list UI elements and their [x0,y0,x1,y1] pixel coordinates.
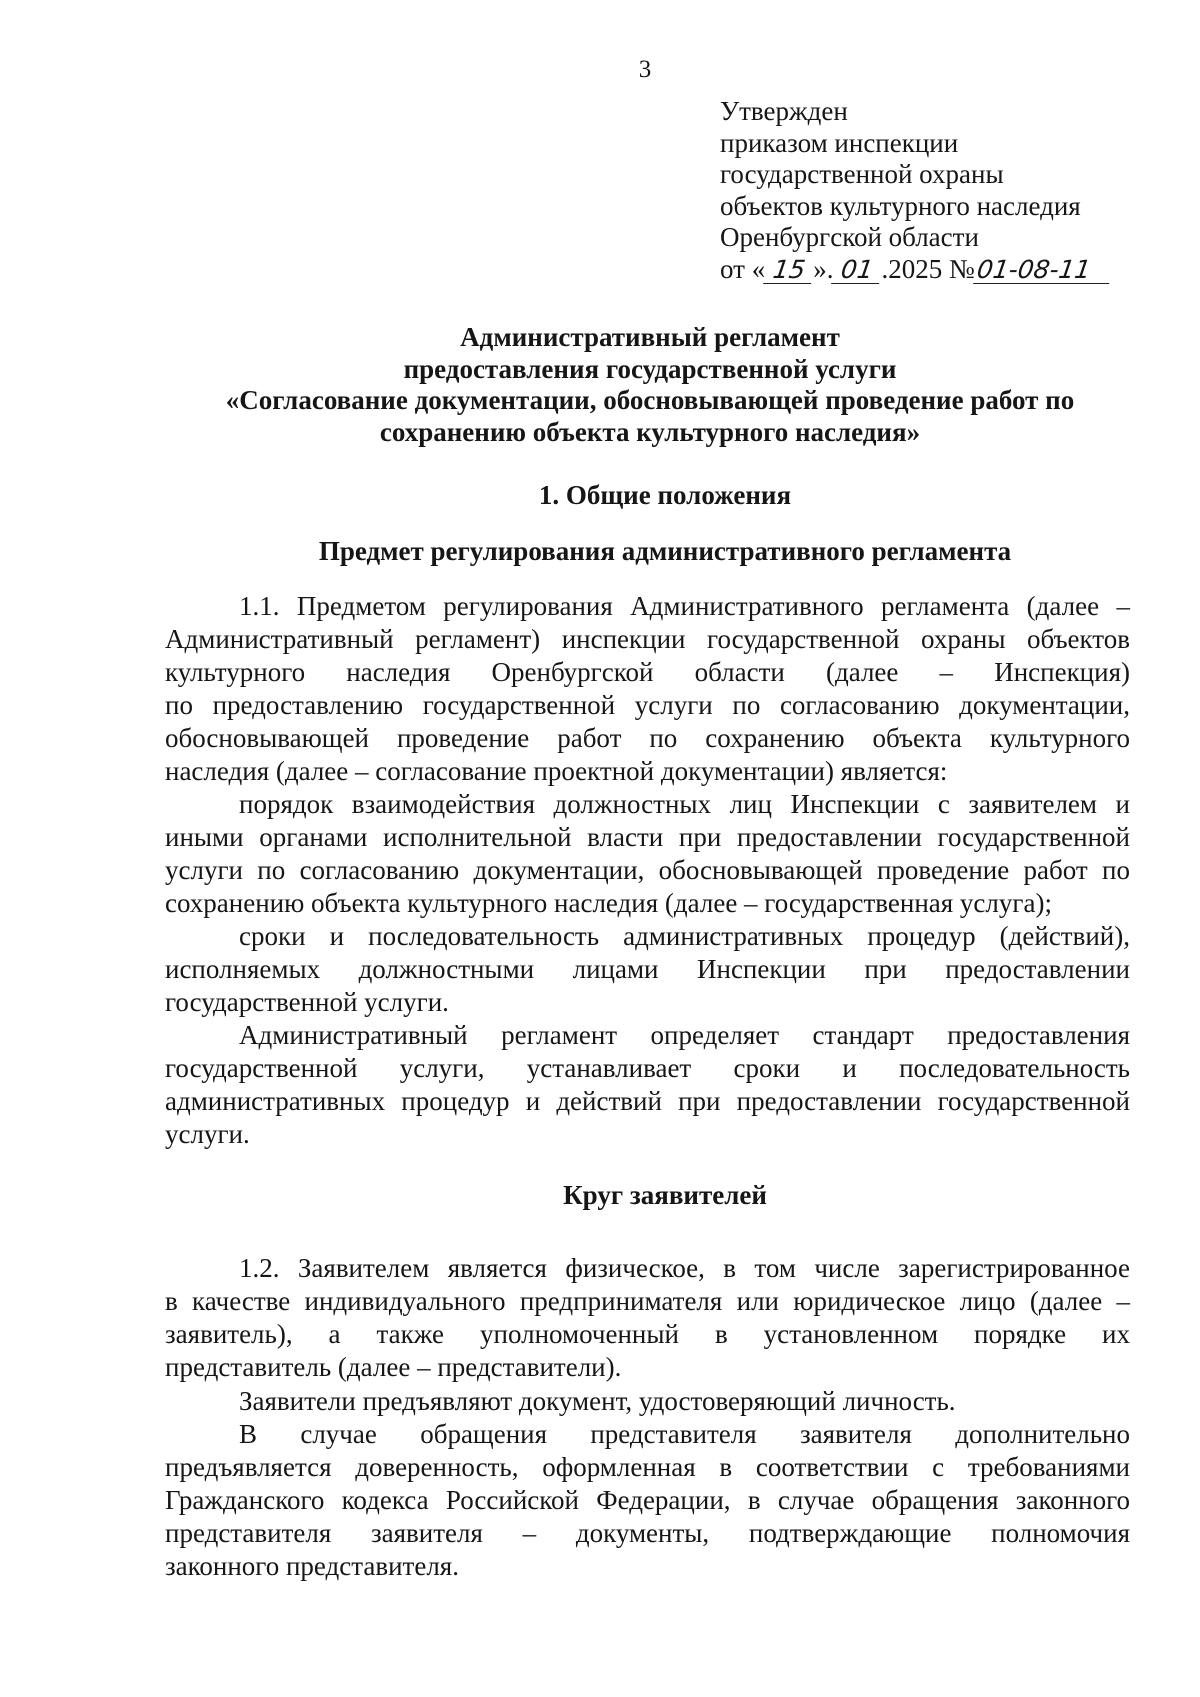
approval-date-line [720,254,1160,286]
text-line: иными органами исполнительной власти при предоставлении государственной [165,822,1130,852]
text-line: представитель (далее – представители). [165,1352,622,1382]
text-line: наследия (далее – согласование проектной документации) является: [165,756,948,786]
text-line: услуги. [165,1119,250,1149]
text-line: 1.1. Предметом регулирования Административного регламента (далее – [239,591,1130,621]
text-line: в качестве индивидуального предпринимателя или юридическое лицо (далее – [165,1286,1130,1316]
text-line: заявитель), а также уполномоченный в установленном порядке их [165,1319,1130,1349]
title-line: предоставления государственной услуги [403,353,897,384]
text-line: предъявляется доверенность, оформленная в соответствии с требованиями [165,1452,1130,1482]
paragraph-procedure [165,788,1130,920]
text-line: сохранению объекта культурного наследия (далее – государственная услуга); [165,888,1052,918]
page-number: 3 [638,56,652,83]
text-line: Заявители предъявляют документ, удостоверяющий личность. [239,1386,956,1416]
approval-line: государственной охраны [720,159,1004,189]
title-line: Административный регламент [460,322,840,352]
text-line: В случае обращения представителя заявителя дополнительно [239,1419,1130,1449]
date-prefix: от « [720,253,766,284]
paragraph-identity [165,1385,1130,1418]
paragraph-representative [165,1418,1130,1583]
text-line: законного представителя. [165,1551,459,1581]
handwritten-order-number: 01-08-11 [973,257,1113,284]
text-line: по предоставлению государственной услуги по согласованию документации, [165,690,1130,720]
title-line: сохранению объекта культурного наследия» [379,416,921,447]
text-line: административных процедур и действий при предоставлении государственной [165,1086,1130,1116]
text-line: представителя заявителя – документы, подтверждающие полномочия [165,1518,1130,1548]
document-title [150,322,1150,448]
paragraph-deadlines [165,920,1130,1019]
text-line: Гражданского кодекса Российской Федерации, в случае обращения законного [165,1485,1130,1515]
text-line: исполняемых должностными лицами Инспекции при предоставлении [165,954,1130,984]
text-line: Административный регламент) инспекции государственной охраны объектов [165,624,1130,654]
section-heading: Круг заявителей [563,1180,767,1210]
approval-line: Утвержден [720,96,848,126]
text-line: 1.2. Заявителем является физическое, в том числе зарегистрированное [239,1253,1130,1283]
text-line: Административный регламент определяет стандарт предоставления [239,1020,1130,1050]
text-line: государственной услуги. [165,987,449,1017]
approval-line: объектов культурного наследия [720,190,1081,221]
approval-block [720,96,1160,285]
approval-line: Оренбургской области [720,222,979,252]
date-mid: ». [813,253,834,284]
section-heading: 1. Общие положения [538,480,792,510]
handwritten-day: 15 [763,257,815,284]
text-line: порядок взаимодействия должностных лиц Инспекции с заявителем и [239,789,1130,819]
paragraph-standard [165,1019,1130,1151]
text-line: культурного наследия Оренбургской области (далее – Инспекция) [165,657,1130,687]
title-line: «Согласование документации, обосновывающей проведение работ по [225,385,1075,415]
section-subheading: Предмет регулирования административного регламента [318,536,1012,566]
paragraph-1-2 [165,1252,1130,1384]
text-line: услуги по согласованию документации, обосновывающей проведение работ по [165,855,1130,885]
handwritten-month: 01 [832,257,884,284]
paragraph-1-1 [165,590,1130,788]
text-line: государственной услуги, устанавливает сроки и последовательность [165,1053,1130,1083]
date-year: .2025 № [881,253,975,284]
text-line: сроки и последовательность административных процедур (действий), [239,921,1130,951]
text-line: обосновывающей проведение работ по сохранению объекта культурного [165,723,1130,753]
approval-line: приказом инспекции [720,127,959,158]
